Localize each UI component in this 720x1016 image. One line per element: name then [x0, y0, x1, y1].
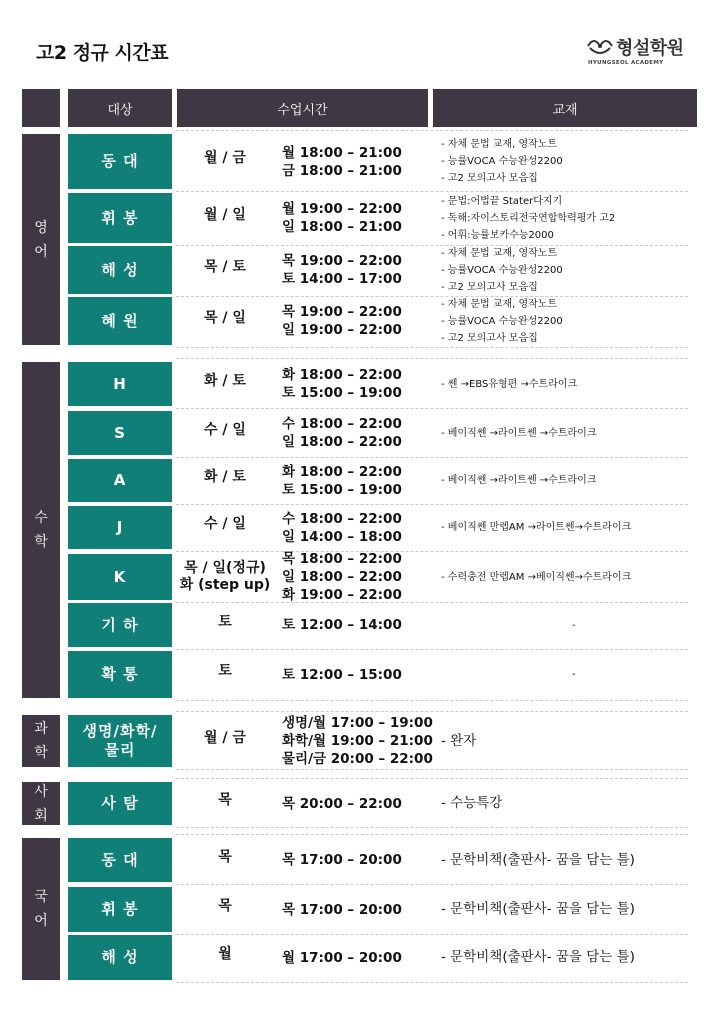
- textbook-list: [441, 136, 691, 187]
- class-times: 목 18:00 – 22:00 일 18:00 – 22:00 화 19:00 – 22:00: [282, 551, 402, 603]
- textbook-item: - 독해:자이스토리전국연합학력평가 고2: [441, 212, 616, 224]
- class-days: 목: [218, 898, 232, 914]
- class-days: 월: [218, 946, 232, 962]
- row-separator: [176, 358, 688, 359]
- subject-label: 국어: [34, 889, 48, 929]
- subject-cell: [22, 362, 60, 698]
- row-separator: [176, 934, 688, 935]
- target-cell: 동 대: [68, 134, 172, 189]
- class-times: 월 19:00 – 22:00 일 18:00 – 21:00: [282, 201, 402, 235]
- logo-name: 형설학원: [616, 38, 684, 59]
- textbook-item: - 쎈 →EBS유형편 →수트라이크: [441, 378, 578, 390]
- textbook-item: - 고2 모의고사 모음집: [441, 173, 538, 184]
- class-times: 토 12:00 – 14:00: [282, 617, 402, 633]
- textbook-item: - 능률VOCA 수능완성2200: [441, 315, 563, 327]
- textbook-item: - 어휘:능률보카수능2000: [441, 229, 554, 241]
- textbook-item: - 베이직쎈 →라이트쎈 →수트라이크: [441, 427, 597, 439]
- class-times: 수 18:00 – 22:00 일 18:00 – 22:00: [282, 416, 402, 450]
- textbook-item: - 완자: [441, 732, 477, 749]
- class-times: 수 18:00 – 22:00 일 14:00 – 18:00: [282, 510, 402, 545]
- header-subject-blank: [22, 89, 60, 127]
- class-times: 생명/월 17:00 – 19:00 화학/월 19:00 – 21:00 물리/금 20:00 – 22:00: [282, 715, 433, 767]
- textbook-item: - 베이직쎈 →라이트쎈 →수트라이크: [441, 475, 597, 486]
- target-cell: K: [68, 554, 172, 600]
- textbook-list: [441, 425, 691, 442]
- target-cell: 생명/화학/ 물리: [68, 715, 172, 767]
- textbook-list: [441, 296, 691, 347]
- row-separator: [176, 347, 688, 348]
- textbook-list: [441, 569, 691, 586]
- textbook-list: [572, 666, 720, 683]
- textbook-item: - 수력충전 만렙AM →베이직쎈→수트라이크: [441, 571, 632, 583]
- row-separator: [176, 884, 688, 885]
- row-separator: [176, 408, 688, 409]
- header-books: 교재: [433, 89, 697, 127]
- row-separator: [176, 711, 688, 712]
- textbook-item: - 수능특강: [441, 795, 503, 811]
- header-target: 대상: [68, 89, 172, 127]
- class-days: 목 / 일(정규) 화 (step up): [179, 560, 271, 593]
- textbook-list: [441, 795, 691, 812]
- textbook-item: - 고2 모의고사 모음집: [441, 332, 538, 344]
- header-time: 수업시간: [177, 89, 428, 127]
- target-cell: H: [68, 362, 172, 406]
- textbook-item: - 베이직쎈 만렙AM →라이트쎈→수트라이크: [441, 522, 632, 533]
- target-cell: 동 대: [68, 838, 172, 882]
- class-times: 목 17:00 – 20:00: [282, 901, 402, 918]
- row-separator: [176, 602, 688, 603]
- textbook-item: - 자체 문법 교재, 영작노트: [441, 139, 558, 150]
- textbook-item: - 능률VOCA 수능완성2200: [441, 156, 563, 167]
- logo-subtitle: HYUNGSEOL ACADEMY: [588, 60, 664, 66]
- row-separator: [176, 649, 688, 650]
- target-cell: 휘 봉: [68, 887, 172, 932]
- target-cell: J: [68, 506, 172, 549]
- row-separator: [176, 504, 688, 505]
- class-days: 월 / 일: [204, 206, 246, 223]
- subject-cell: [22, 715, 60, 767]
- textbook-list: [572, 617, 720, 634]
- textbook-list: [441, 472, 691, 489]
- textbook-list: [441, 852, 691, 869]
- textbook-item: - 문학비책(출판사- 꿈을 담는 틀): [441, 851, 635, 868]
- textbook-item: -: [572, 619, 576, 631]
- target-cell: 해 성: [68, 246, 172, 294]
- class-days: 수 / 일: [204, 516, 246, 532]
- textbook-list: [441, 733, 691, 750]
- target-cell: 해 성: [68, 935, 172, 980]
- page-title: 고2 정규 시간표: [36, 42, 169, 64]
- subject-label: 수학: [34, 510, 48, 550]
- class-times: 월 17:00 – 20:00: [282, 949, 402, 966]
- textbook-list: [441, 949, 691, 966]
- textbook-list: [441, 193, 691, 244]
- textbook-item: - 고2 모의고사 모음집: [441, 281, 538, 293]
- textbook-list: [441, 901, 691, 918]
- row-separator: [176, 457, 688, 458]
- row-separator: [176, 700, 688, 701]
- row-separator: [176, 827, 688, 828]
- subject-cell: [22, 134, 60, 345]
- class-days: 목: [218, 848, 232, 865]
- class-times: 목 20:00 – 22:00: [282, 795, 402, 812]
- subject-cell: [22, 782, 60, 825]
- target-cell: 혜 원: [68, 297, 172, 345]
- class-times: 목 17:00 – 20:00: [282, 852, 402, 868]
- subject-cell: [22, 838, 60, 980]
- textbook-item: - 문학비책(출판사- 꿈을 담는 틀): [441, 901, 635, 917]
- target-cell: A: [68, 459, 172, 502]
- target-cell: S: [68, 411, 172, 455]
- class-times: 토 12:00 – 15:00: [282, 666, 402, 683]
- textbook-list: [441, 376, 691, 393]
- class-days: 수 / 일: [204, 421, 246, 438]
- class-days: 화 / 토: [204, 469, 246, 485]
- textbook-item: - 문법:어법끝 Stater다지기: [441, 195, 563, 207]
- academy-logo: [584, 34, 694, 74]
- class-days: 월 / 금: [204, 729, 246, 746]
- class-days: 목 / 토: [204, 258, 246, 275]
- class-days: 화 / 토: [204, 372, 246, 389]
- logo-mark-icon: [584, 34, 616, 60]
- target-cell: 확 통: [68, 651, 172, 698]
- row-separator: [176, 834, 688, 835]
- target-cell: 사 탐: [68, 782, 172, 825]
- target-cell: 기 하: [68, 603, 172, 647]
- textbook-item: - 능률VOCA 수능완성2200: [441, 264, 563, 276]
- subject-label: 사회: [34, 783, 48, 824]
- row-separator: [176, 982, 688, 983]
- textbook-list: [441, 519, 691, 536]
- class-days: 월 / 금: [204, 150, 246, 166]
- row-separator: [176, 778, 688, 779]
- class-times: 목 19:00 – 22:00 일 19:00 – 22:00: [282, 304, 402, 338]
- class-days: 토: [218, 663, 232, 679]
- class-times: 화 18:00 – 22:00 토 15:00 – 19:00: [282, 367, 402, 401]
- textbook-item: - 자체 문법 교재, 영작노트: [441, 247, 558, 259]
- class-times: 화 18:00 – 22:00 토 15:00 – 19:00: [282, 463, 402, 498]
- class-times: 목 19:00 – 22:00 토 14:00 – 17:00: [282, 253, 402, 287]
- class-days: 토: [218, 613, 232, 630]
- row-separator: [176, 130, 688, 131]
- textbook-item: - 문학비책(출판사- 꿈을 담는 틀): [441, 949, 635, 965]
- subject-label: 과학: [34, 721, 48, 761]
- textbook-list: [441, 245, 691, 296]
- textbook-item: - 자체 문법 교재, 영작노트: [441, 298, 558, 310]
- row-separator: [176, 769, 688, 770]
- class-times: 월 18:00 – 21:00 금 18:00 – 21:00: [282, 144, 402, 179]
- class-days: 목: [218, 792, 232, 808]
- subject-label: 영어: [34, 219, 48, 260]
- textbook-item: -: [572, 669, 576, 680]
- target-cell: 휘 봉: [68, 193, 172, 243]
- class-days: 목 / 일: [204, 309, 246, 326]
